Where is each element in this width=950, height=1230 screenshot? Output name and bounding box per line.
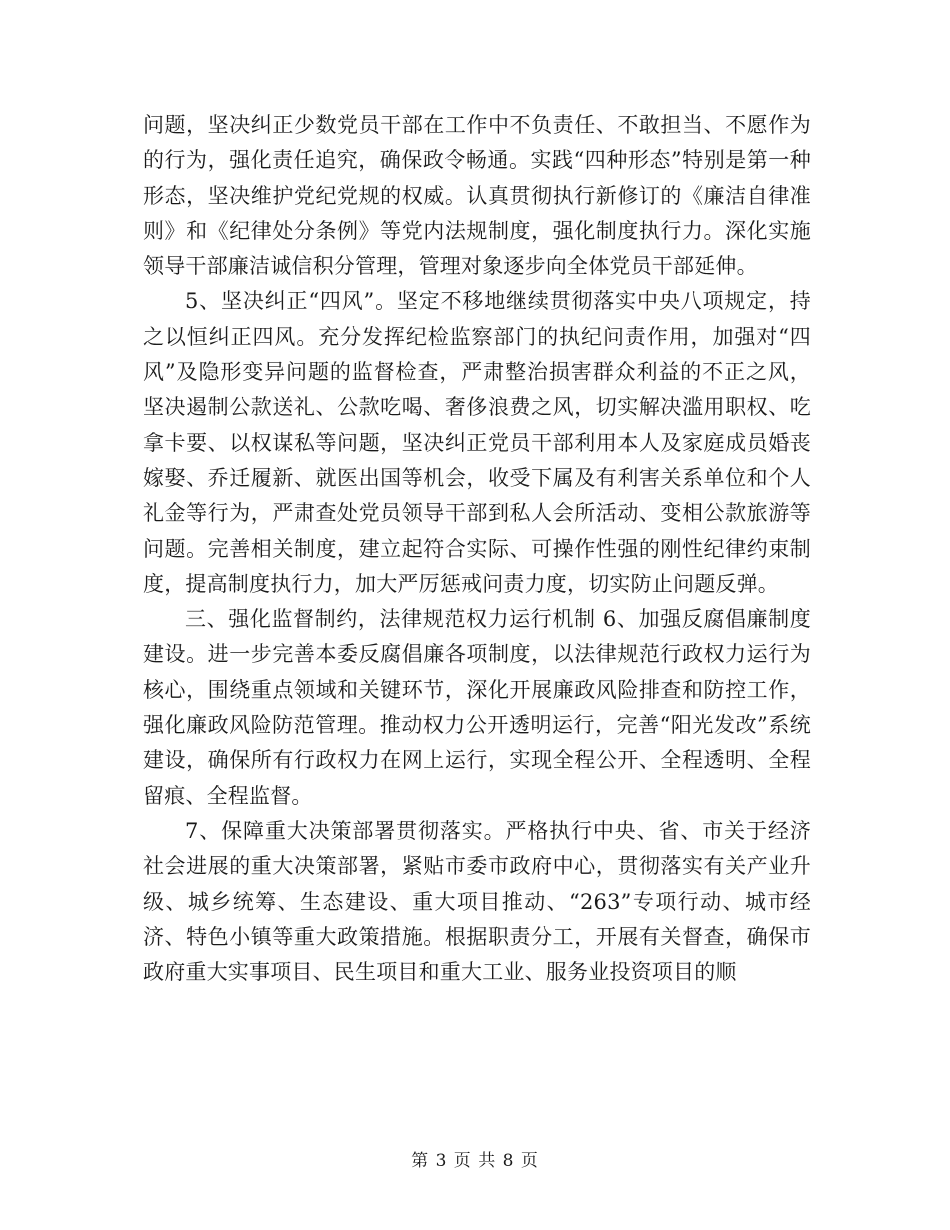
paragraph-section-3: 三、强化监督制约，法律规范权力运行机制 6、加强反腐倡廉制度建设。进一步完善本委反腐倡廉各项制度，以法律规范行政权力运行为核心，围绕重点领域和关键环节，深化开展廉政风险排查和防控工作，强化廉政风险防范管理。推动权力公开透明运行，完善“阳光发改”系统建设，确保所有行政权力在网上运行，实现全程公开、全程透明、全程留痕、全程监督。: [143, 607, 811, 808]
paragraph-item-7: 7、保障重大决策部署贯彻落实。严格执行中央、省、市关于经济社会进展的重大决策部署，紧贴市委市政府中心，贯彻落实有关产业升级、城乡统筹、生态建设、重大项目推动、“263”专项行动、城市经济、特色小镇等重大政策措施。根据职责分工，开展有关督查，确保市政府重大实事项目、民生项目和重大工业、服务业投资项目的顺: [143, 818, 811, 985]
paragraph-continuation: 问题，坚决纠正少数党员干部在工作中不负责任、不敢担当、不愿作为的行为，强化责任追究，确保政令畅通。实践“四种形态”特别是第一种形态，坚决维护党纪党规的权威。认真贯彻执行新修订的《廉洁自律准则》和《纪律处分条例》等党内法规制度，强化制度执行力。深化实施领导干部廉洁诚信积分管理，管理对象逐步向全体党员干部延伸。: [143, 113, 811, 279]
document-body: [143, 108, 811, 990]
paragraph-item-5: 5、坚决纠正“四风”。坚定不移地继续贯彻落实中央八项规定，持之以恒纠正四风。充分发挥纪检监察部门的执纪问责作用，加强对“四风”及隐形变异问题的监督检查，严肃整治损害群众利益的不正之风，坚决遏制公款送礼、公款吃喝、奢侈浪费之风，切实解决滥用职权、吃拿卡要、以权谋私等问题，坚决纠正党员干部利用本人及家庭成员婚丧嫁娶、乔迁履新、就医出国等机会，收受下属及有利害关系单位和个人礼金等行为，严肃查处党员领导干部到私人会所活动、变相公款旅游等问题。完善相关制度，建立起符合实际、可操作性强的刚性纪律约束制度，提高制度执行力，加大严厉惩戒问责力度，切实防止问题反弹。: [143, 289, 811, 596]
page-number-footer: 第 3 页 共 8 页: [411, 1151, 539, 1171]
